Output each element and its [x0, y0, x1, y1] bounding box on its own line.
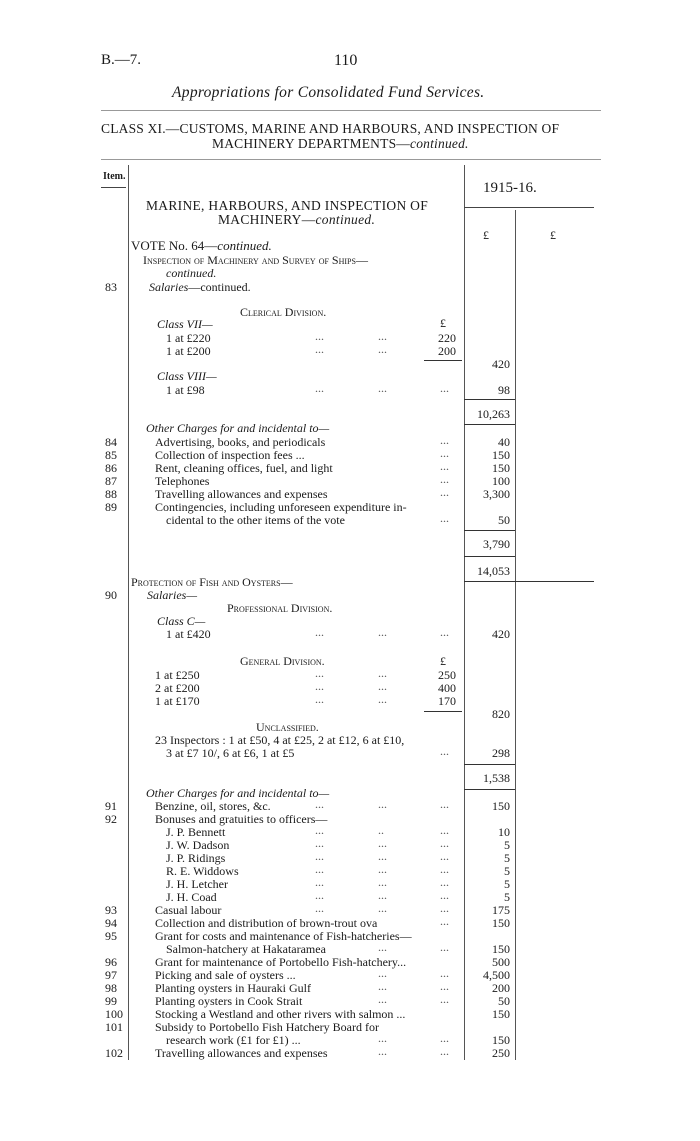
amount-value: 420: [492, 627, 510, 641]
leader-dots: ...: [440, 485, 449, 499]
leader-dots: ...: [315, 666, 324, 680]
item-number: 87: [105, 474, 117, 488]
leader-dots: ...: [440, 625, 449, 639]
leader-dots: ...: [378, 966, 387, 980]
charge-value: 150: [492, 799, 510, 813]
total-value: 3,790: [483, 537, 510, 551]
amount-column-divider-mid: [515, 210, 516, 1060]
amount-value: 98: [498, 383, 510, 397]
other-charges-heading: Other Charges for and incidental to—: [146, 421, 330, 435]
leader-dots: ...: [315, 329, 324, 343]
leader-dots: ...: [378, 797, 387, 811]
salary-line-value: 250: [438, 668, 456, 682]
class-label: Class VII—: [157, 317, 213, 331]
charge-value: 100: [492, 474, 510, 488]
unclassified-line2: 3 at £7 10/, 6 at £6, 1 at £5: [166, 746, 295, 760]
pound-column-2-header: £: [550, 228, 556, 242]
leader-dots: ...: [315, 888, 324, 902]
class-label: Class VIII—: [157, 369, 217, 383]
pound-column-1-header: £: [483, 228, 489, 242]
charge-label-cont: Salmon-hatchery at Hakataramea: [166, 942, 326, 956]
sum-rule: [424, 711, 462, 712]
charge-label: Grant for maintenance of Portobello Fish-hatchery...: [155, 955, 407, 969]
leader-dots: ...: [315, 862, 324, 876]
leader-dots: ...: [440, 823, 449, 837]
leader-dots: ...: [315, 836, 324, 850]
bonus-value: 10: [498, 825, 510, 839]
leader-dots: ...: [440, 875, 449, 889]
salary-line-label: 1 at £200: [166, 344, 211, 358]
other-charges-heading: Other Charges for and incidental to—: [146, 786, 330, 800]
charge-label: Telephones: [155, 474, 210, 488]
item-number: 99: [105, 994, 117, 1008]
amount-value: 420: [492, 357, 510, 371]
salaries-label: Salaries—continued.: [149, 280, 251, 294]
unclassified-line1: 23 Inspectors : 1 at £50, 4 at £25, 2 at £12, 6 at £10,: [155, 733, 405, 747]
charge-label: Grant for costs and maintenance of Fish-hatcheries—: [155, 929, 412, 943]
leader-dots: ...: [378, 862, 387, 876]
page-number: 110: [334, 52, 358, 69]
leader-dots: ...: [378, 940, 387, 954]
charge-label: Benzine, oil, stores, &c.: [155, 799, 271, 813]
charge-label: Collection and distribution of brown-trout ova: [155, 916, 378, 930]
subtotal-rule: [464, 764, 515, 765]
subtotal-rule: [464, 424, 515, 425]
charge-label: Rent, cleaning offices, fuel, and light: [155, 461, 333, 475]
total-rule: [464, 530, 515, 531]
item-number: 97: [105, 968, 117, 982]
charge-label-cont: research work (£1 for £1) ...: [166, 1033, 301, 1047]
total-rule: [464, 556, 515, 557]
salary-line-label: 1 at £220: [166, 331, 211, 345]
charge-label: Stocking a Westland and other rivers with salmon ...: [155, 1007, 406, 1021]
bonus-recipient: J. W. Dadson: [166, 838, 230, 852]
charge-value: 200: [492, 981, 510, 995]
charge-value: 150: [492, 1033, 510, 1047]
item-number: 94: [105, 916, 117, 930]
section-title-line1: MARINE, HARBOURS, AND INSPECTION OF: [146, 198, 429, 213]
item-number: 92: [105, 812, 117, 826]
item-number: 88: [105, 487, 117, 501]
bonus-value: 5: [504, 877, 510, 891]
leader-dots: ...: [440, 744, 449, 758]
leader-dots: ...: [378, 992, 387, 1006]
item-number: 93: [105, 903, 117, 917]
fish-heading: Protection of Fish and Oysters—: [131, 575, 293, 589]
bonus-recipient: J. H. Coad: [166, 890, 217, 904]
leader-dots: ...: [378, 679, 387, 693]
leader-dots: ...: [440, 901, 449, 915]
charge-value: 250: [492, 1046, 510, 1060]
leader-dots: ...: [440, 381, 449, 395]
salary-line-value: 400: [438, 681, 456, 695]
subtotal-value: 10,263: [477, 407, 510, 421]
leader-dots: ...: [315, 381, 324, 395]
class-title-line1: CLASS XI.—CUSTOMS, MARINE AND HARBOURS, AND INSPECTION OF: [101, 121, 560, 136]
leader-dots: ...: [315, 797, 324, 811]
charge-label: Advertising, books, and periodicals: [155, 435, 326, 449]
leader-dots: ...: [440, 849, 449, 863]
charge-label: Collection of inspection fees ...: [155, 448, 305, 462]
salary-line-value: 220: [438, 331, 456, 345]
salary-line-label: 1 at £170: [155, 694, 200, 708]
leader-dots: ...: [378, 381, 387, 395]
item-header-rule: [101, 187, 126, 188]
leader-dots: ...: [440, 446, 449, 460]
item-number: 96: [105, 955, 117, 969]
item-number: 100: [105, 1007, 123, 1021]
header-rule: [101, 110, 601, 111]
bonus-recipient: J. P. Bennett: [166, 825, 226, 839]
amount-column-divider-left: [464, 165, 465, 1060]
leader-dots: ...: [315, 625, 324, 639]
item-number: 98: [105, 981, 117, 995]
leader-dots: ...: [440, 433, 449, 447]
charge-value: 150: [492, 448, 510, 462]
item-number: 85: [105, 448, 117, 462]
leader-dots: ...: [440, 797, 449, 811]
bonus-value: 5: [504, 890, 510, 904]
salary-line-label: 1 at £250: [155, 668, 200, 682]
leader-dots: ...: [378, 666, 387, 680]
leader-dots: ...: [378, 849, 387, 863]
pound-sign: £: [440, 316, 446, 330]
charge-label: Contingencies, including unforeseen expenditure in-: [155, 500, 407, 514]
leader-dots: ...: [440, 836, 449, 850]
item-number: 95: [105, 929, 117, 943]
professional-division-title: Professional Division.: [227, 601, 333, 615]
salary-line-value: 200: [438, 344, 456, 358]
section-title-line2: MACHINERY—continued.: [218, 212, 376, 227]
item-number: 90: [105, 588, 117, 602]
leader-dots: ...: [378, 888, 387, 902]
charge-value: 40: [498, 435, 510, 449]
leader-dots: ...: [378, 836, 387, 850]
item-number: 102: [105, 1046, 123, 1060]
leader-dots: ...: [315, 692, 324, 706]
item-number: 89: [105, 500, 117, 514]
leader-dots: ...: [315, 875, 324, 889]
item-number: 83: [105, 280, 117, 294]
leader-dots: ...: [378, 1044, 387, 1058]
leader-dots: ...: [315, 823, 324, 837]
leader-dots: ...: [440, 459, 449, 473]
leader-dots: ...: [440, 992, 449, 1006]
subtotal-rule: [464, 399, 515, 400]
charge-value: 50: [498, 513, 510, 527]
clerical-division-title: Clerical Division.: [240, 305, 327, 319]
leader-dots: ...: [378, 979, 387, 993]
grand-total-value: 14,053: [477, 564, 510, 578]
item-number: 86: [105, 461, 117, 475]
page-subtitle: Appropriations for Consolidated Fund Services.: [172, 84, 485, 101]
bonus-value: 5: [504, 864, 510, 878]
leader-dots: ...: [440, 940, 449, 954]
inspection-continued: continued.: [166, 266, 217, 280]
fiscal-year-header: 1915-16.: [483, 180, 537, 196]
salary-line-label: 1 at £98: [166, 383, 205, 397]
leader-dots: ...: [440, 1031, 449, 1045]
vote-label: VOTE No. 64—continued.: [131, 238, 272, 253]
fish-salaries-label: Salaries—: [147, 588, 198, 602]
leader-dots: ...: [440, 862, 449, 876]
leader-dots: ...: [440, 472, 449, 486]
item-number: 91: [105, 799, 117, 813]
subtotal-value: 1,538: [483, 771, 510, 785]
charge-value: 150: [492, 916, 510, 930]
leader-dots: ...: [378, 625, 387, 639]
document-reference: B.—7.: [101, 52, 142, 68]
salary-line-label: 2 at £200: [155, 681, 200, 695]
sum-rule: [424, 360, 462, 361]
leader-dots: ...: [315, 679, 324, 693]
pound-sign: £: [440, 654, 446, 668]
general-division-title: General Division.: [240, 654, 325, 668]
amount-value: 820: [492, 707, 510, 721]
leader-dots: ..: [378, 823, 384, 837]
bonus-recipient: R. E. Widdows: [166, 864, 239, 878]
charge-value: 500: [492, 955, 510, 969]
charge-label-cont: cidental to the other items of the vote: [166, 513, 345, 527]
leader-dots: ...: [315, 849, 324, 863]
item-number: 101: [105, 1020, 123, 1034]
leader-dots: ...: [440, 979, 449, 993]
bonus-recipient: J. H. Letcher: [166, 877, 228, 891]
leader-dots: ...: [378, 875, 387, 889]
salary-line-value: 170: [438, 694, 456, 708]
grand-total-rule: [464, 581, 594, 582]
salary-line-label: 1 at £420: [166, 627, 211, 641]
year-header-rule: [464, 207, 594, 208]
class-rule: [101, 159, 601, 160]
inspection-heading: Inspection of Machinery and Survey of Ships—: [143, 253, 368, 267]
leader-dots: ...: [440, 511, 449, 525]
leader-dots: ...: [378, 342, 387, 356]
leader-dots: ...: [440, 914, 449, 928]
charge-value: 150: [492, 1007, 510, 1021]
leader-dots: ...: [378, 329, 387, 343]
charge-value: 50: [498, 994, 510, 1008]
charge-label: Planting oysters in Hauraki Gulf: [155, 981, 311, 995]
leader-dots: ...: [440, 966, 449, 980]
charge-label: Travelling allowances and expenses: [155, 1046, 328, 1060]
charge-label: Picking and sale of oysters ...: [155, 968, 296, 982]
class-label: Class C—: [157, 614, 206, 628]
bonus-value: 5: [504, 838, 510, 852]
leader-dots: ...: [440, 888, 449, 902]
leader-dots: ...: [315, 901, 324, 915]
leader-dots: ...: [440, 1044, 449, 1058]
leader-dots: ...: [378, 901, 387, 915]
item-column-divider: [128, 165, 129, 1060]
leader-dots: ...: [378, 1031, 387, 1045]
leader-dots: ...: [378, 692, 387, 706]
charge-value: 150: [492, 942, 510, 956]
charge-label: Subsidy to Portobello Fish Hatchery Board for: [155, 1020, 379, 1034]
charge-value: 150: [492, 461, 510, 475]
bonus-value: 5: [504, 851, 510, 865]
charge-label: Travelling allowances and expenses: [155, 487, 328, 501]
charge-label: Casual labour: [155, 903, 222, 917]
item-number: 84: [105, 435, 117, 449]
class-title-line2: MACHINERY DEPARTMENTS—continued.: [212, 136, 469, 151]
charge-value: 4,500: [483, 968, 510, 982]
bonus-recipient: J. P. Ridings: [166, 851, 226, 865]
charge-value: 175: [492, 903, 510, 917]
subtotal-rule: [464, 789, 515, 790]
unclassified-title: Unclassified.: [256, 720, 319, 734]
amount-value: 298: [492, 746, 510, 760]
leader-dots: ...: [315, 342, 324, 356]
charge-label: Bonuses and gratuities to officers—: [155, 812, 328, 826]
item-column-header: Item.: [103, 171, 126, 182]
charge-label: Planting oysters in Cook Strait: [155, 994, 303, 1008]
charge-value: 3,300: [483, 487, 510, 501]
